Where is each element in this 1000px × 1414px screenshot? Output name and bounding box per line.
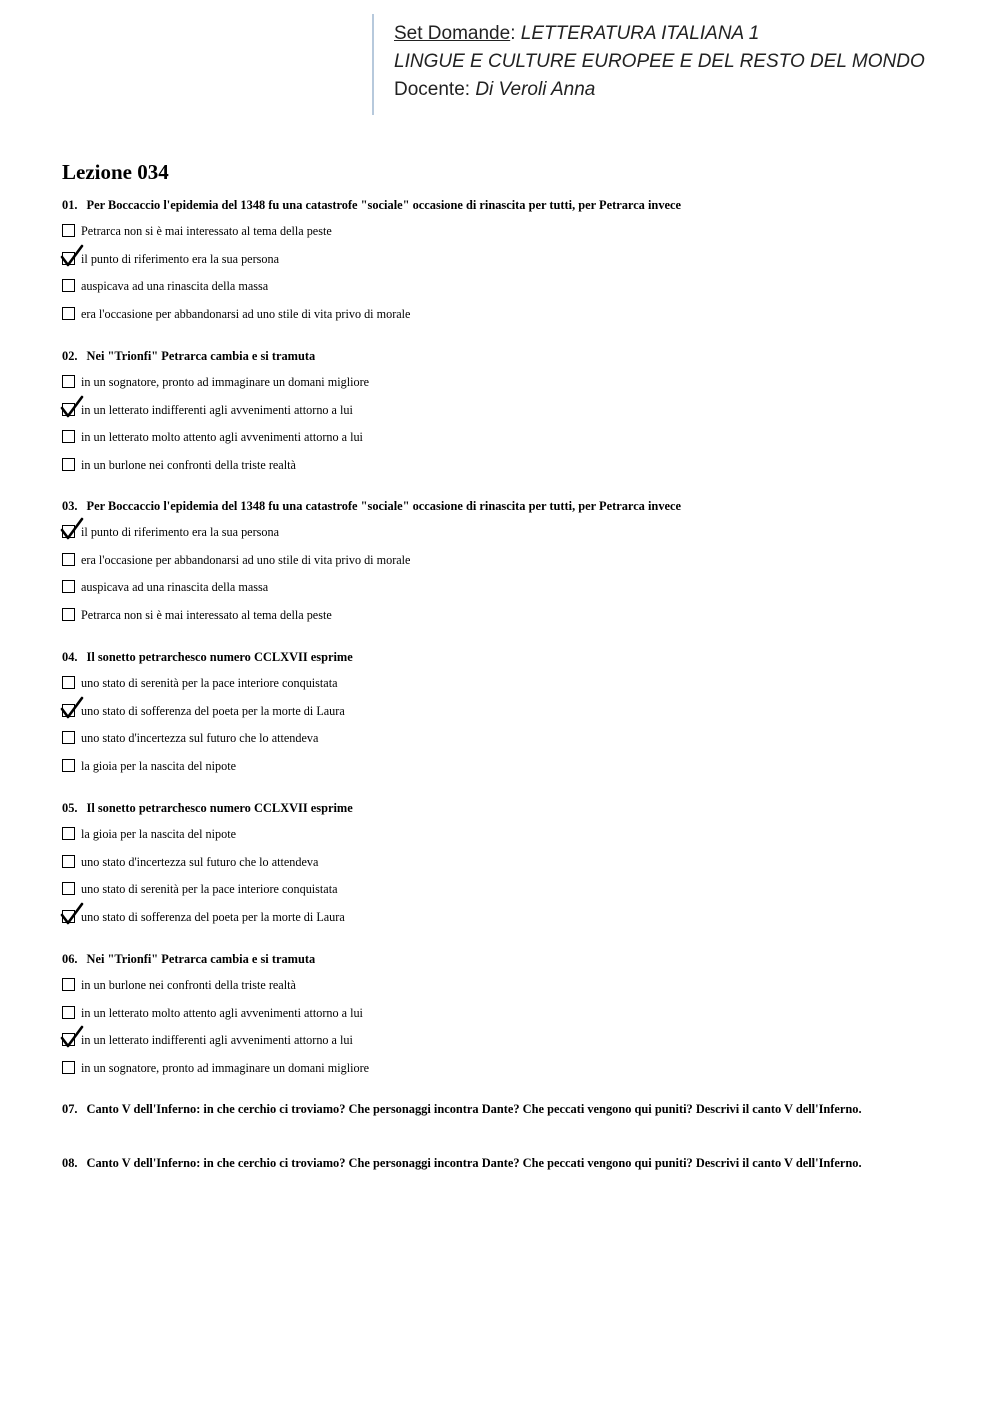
answer-label: in un sognatore, pronto ad immaginare un domani migliore	[81, 375, 370, 389]
question-number: 04.	[62, 650, 78, 664]
answer-checkbox[interactable]	[62, 430, 75, 443]
answer-checkbox[interactable]	[62, 1006, 75, 1019]
answer-label: uno stato di serenità per la pace interiore conquistata	[81, 676, 338, 690]
answer-label: in un burlone nei confronti della triste realtà	[81, 978, 296, 992]
answer-label: in un letterato molto attento agli avvenimenti attorno a lui	[81, 1005, 363, 1020]
answer-option[interactable]	[62, 429, 363, 457]
answer-label: in un letterato indifferenti agli avvenimenti attorno a lui	[81, 402, 353, 417]
answer-checkbox[interactable]	[62, 458, 75, 471]
answer-label: uno stato di sofferenza del poeta per la morte di Laura	[81, 910, 345, 925]
answer-label: uno stato di serenità per la pace interiore conquistata	[81, 882, 338, 897]
program-name: LINGUE E CULTURE EUROPEE E DEL RESTO DEL MONDO	[394, 51, 925, 72]
answer-checkbox[interactable]	[62, 855, 75, 868]
question-title	[62, 1101, 862, 1117]
answer-checkbox[interactable]	[62, 731, 75, 744]
answer-option[interactable]	[62, 1005, 363, 1033]
answer-option[interactable]	[62, 278, 681, 306]
teacher-name: Di Veroli Anna	[475, 79, 596, 100]
answer-option[interactable]	[62, 1060, 370, 1088]
teacher-label: Docente:	[394, 79, 471, 100]
answer-checkbox[interactable]	[62, 224, 75, 237]
answer-label: in un letterato indifferenti agli avvenimenti attorno a lui	[81, 1033, 353, 1048]
answer-label: uno stato d'incertezza sul futuro che lo attendeva	[81, 854, 319, 869]
answer-label: la gioia per la nascita del nipote	[81, 759, 236, 774]
answer-option[interactable]	[62, 1032, 353, 1060]
answer-label: in un letterato molto attento agli avvenimenti attorno a lui	[81, 430, 363, 445]
question-block	[62, 649, 353, 786]
answer-label: uno stato d'incertezza sul futuro che lo attendeva	[81, 731, 319, 746]
document-header	[372, 14, 972, 115]
answer-option[interactable]	[62, 374, 370, 402]
answer-checkbox[interactable]	[62, 608, 75, 621]
answer-option[interactable]	[62, 730, 353, 758]
answer-option[interactable]	[62, 251, 681, 279]
set-label: Set Domande	[394, 23, 511, 44]
answer-checkbox[interactable]	[62, 580, 75, 593]
question-number: 05.	[62, 801, 78, 815]
answer-checkbox[interactable]	[62, 759, 75, 772]
question-block	[62, 1101, 862, 1117]
answer-checkbox[interactable]	[62, 978, 75, 991]
header-line-teacher	[394, 76, 972, 104]
question-text: Canto V dell'Inferno: in che cerchio ci troviamo? Che personaggi incontra Dante? Che peccati vengono qui puniti? Descrivi il canto V dell'Inferno.	[86, 1102, 862, 1116]
answer-label: Petrarca non si è mai interessato al tema della peste	[81, 608, 332, 623]
answer-checkbox[interactable]	[62, 279, 75, 292]
header-line-program	[394, 48, 972, 76]
question-number: 01.	[62, 198, 78, 212]
answer-option[interactable]	[62, 223, 681, 251]
answer-label: uno stato di sofferenza del poeta per la morte di Laura	[81, 703, 345, 718]
answer-option[interactable]	[62, 607, 681, 635]
question-text: Nei "Trionfi" Petrarca cambia e si tramuta	[86, 952, 316, 966]
answer-option[interactable]	[62, 675, 353, 703]
answer-checkbox[interactable]	[62, 307, 75, 320]
question-block	[62, 498, 681, 635]
question-title	[62, 800, 353, 816]
answer-label: era l'occasione per abbandonarsi ad uno stile di vita privo di morale	[81, 307, 411, 322]
question-title	[62, 951, 315, 967]
question-title	[62, 1155, 862, 1171]
question-text: Il sonetto petrarchesco numero CCLXVII esprime	[86, 801, 353, 815]
question-text: Il sonetto petrarchesco numero CCLXVII esprime	[86, 650, 353, 664]
answer-checkbox[interactable]	[62, 1061, 75, 1074]
answer-option[interactable]	[62, 977, 315, 1005]
question-block	[62, 1155, 862, 1171]
question-text: Canto V dell'Inferno: in che cerchio ci troviamo? Che personaggi incontra Dante? Che peccati vengono qui puniti? Descrivi il canto V dell'Inferno.	[86, 1156, 862, 1170]
answer-option[interactable]	[62, 552, 681, 580]
answer-option[interactable]	[62, 826, 353, 854]
question-block	[62, 800, 353, 937]
question-number: 07.	[62, 1102, 78, 1116]
answer-option[interactable]	[62, 402, 353, 430]
set-colon: :	[510, 23, 516, 44]
question-number: 08.	[62, 1156, 78, 1170]
answer-option[interactable]	[62, 457, 315, 485]
answer-label: era l'occasione per abbandonarsi ad uno stile di vita privo di morale	[81, 552, 411, 567]
question-number: 03.	[62, 499, 78, 513]
answer-option[interactable]	[62, 758, 353, 786]
answer-label: il punto di riferimento era la sua persona	[81, 525, 279, 539]
lesson-title: Lezione 034	[62, 160, 169, 184]
question-title	[62, 649, 353, 665]
answer-option[interactable]	[62, 909, 353, 937]
question-block	[62, 951, 370, 1088]
question-number: 06.	[62, 952, 78, 966]
question-text: Per Boccaccio l'epidemia del 1348 fu una catastrofe "sociale" occasione di rinascita per tutti, per Petrarca invece	[86, 499, 682, 513]
answer-checkbox[interactable]	[62, 553, 75, 566]
question-text: Per Boccaccio l'epidemia del 1348 fu una catastrofe "sociale" occasione di rinascita per tutti, per Petrarca invece	[86, 198, 682, 212]
answer-option[interactable]	[62, 306, 681, 334]
header-line-set	[394, 20, 972, 48]
answer-label: la gioia per la nascita del nipote	[81, 827, 236, 841]
answer-label: auspicava ad una rinascita della massa	[81, 279, 269, 294]
answer-option[interactable]	[62, 854, 353, 882]
answer-checkbox[interactable]	[62, 375, 75, 388]
answer-option[interactable]	[62, 703, 353, 731]
question-title	[62, 348, 315, 364]
course-name: LETTERATURA ITALIANA 1	[520, 23, 760, 44]
question-title	[62, 498, 681, 514]
answer-checkbox[interactable]	[62, 676, 75, 689]
question-number: 02.	[62, 349, 78, 363]
question-title	[62, 197, 681, 213]
answer-label: il punto di riferimento era la sua persona	[81, 251, 279, 266]
question-text: Nei "Trionfi" Petrarca cambia e si tramuta	[86, 349, 316, 363]
answer-checkbox[interactable]	[62, 827, 75, 840]
answer-label: auspicava ad una rinascita della massa	[81, 580, 269, 595]
answer-option[interactable]	[62, 881, 353, 909]
answer-label: in un burlone nei confronti della triste realtà	[81, 458, 296, 473]
answer-label: Petrarca non si è mai interessato al tema della peste	[81, 224, 332, 238]
answer-checkbox[interactable]	[62, 882, 75, 895]
answer-option[interactable]	[62, 524, 681, 552]
question-block	[62, 197, 681, 334]
answer-option[interactable]	[62, 579, 681, 607]
question-block	[62, 348, 370, 485]
answer-label: in un sognatore, pronto ad immaginare un domani migliore	[81, 1061, 370, 1076]
